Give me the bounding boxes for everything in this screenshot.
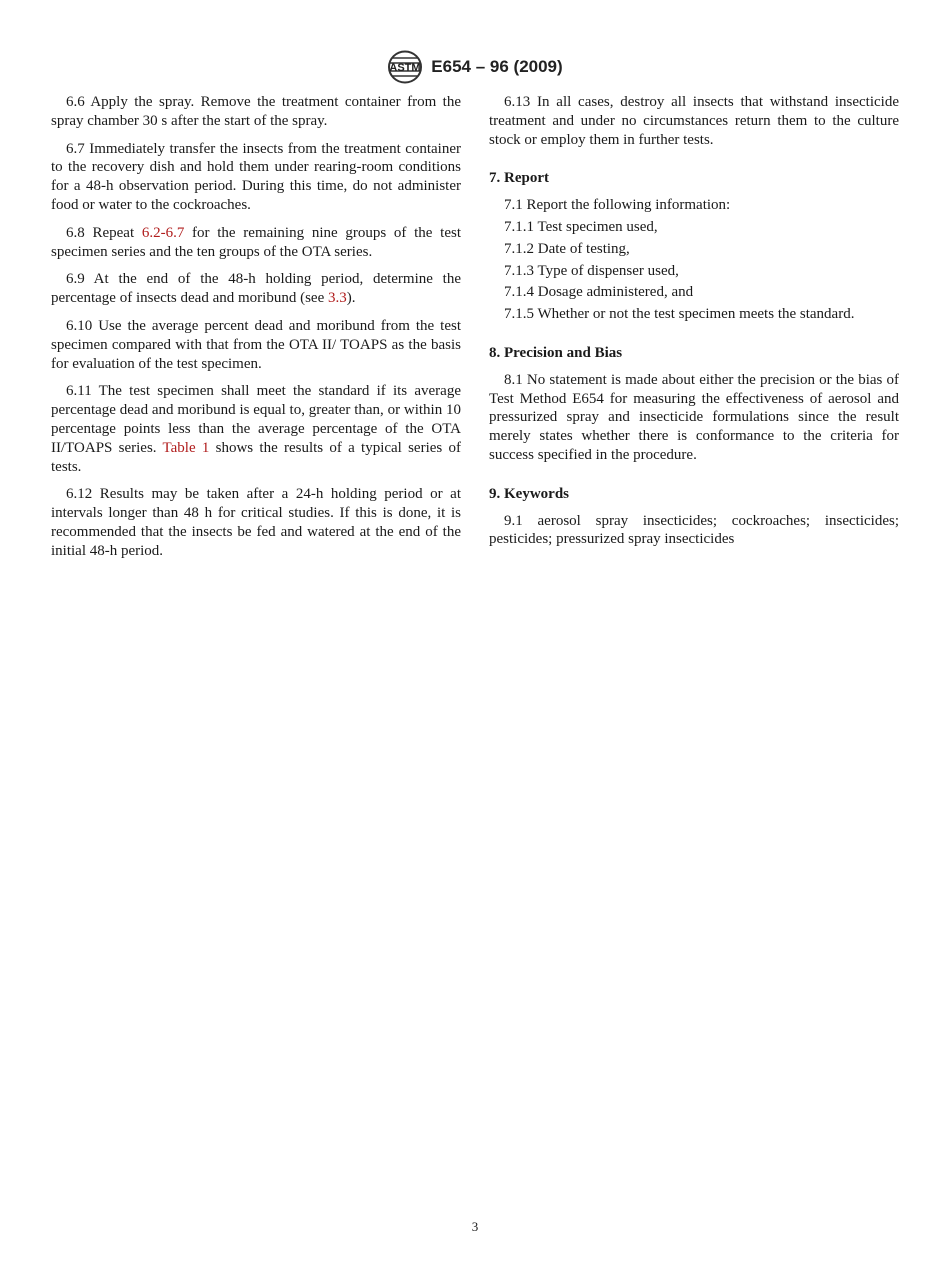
report-item: 7.1.4 Dosage administered, and — [504, 284, 694, 301]
section-heading-keywords: 9. Keywords — [489, 485, 569, 502]
report-item: 7.1.1 Test specimen used, — [504, 218, 658, 235]
paragraph-6-8 — [51, 224, 461, 262]
document-designation: E654 – 96 (2009) — [431, 57, 563, 76]
paragraph-9-1: 9.1 aerosol spray insecticides; cockroaches; insecticides; pesticides; pressurized spray insecticides — [489, 512, 899, 548]
paragraph-6-9-text-end: ). — [346, 290, 356, 307]
report-item: 7.1.2 Date of testing, — [504, 240, 630, 257]
report-item: 7.1 Report the following information: — [504, 197, 731, 214]
right-column — [489, 93, 899, 558]
paragraph-6-13: 6.13 In all cases, destroy all insects that withstand insecticide treatment and under no circumstances return them to the culture stock or employ them in further tests. — [489, 94, 899, 148]
paragraph-6-7: 6.7 Immediately transfer the insects from the treatment container to the recovery dish and hold them under rearing-room conditions for a 48-h observation period. During this time, do not administer food or water to the cockroaches. — [51, 140, 461, 213]
link-section-6-2-6-7[interactable]: 6.2-6.7 — [141, 224, 185, 241]
paragraph-6-8-text-end: for the remaining nine groups of the test specimen series and the ten groups of the OTA series. — [51, 224, 461, 260]
paragraph-6-11-text-end: shows the results of a typical series of tests. — [51, 439, 461, 475]
section-heading-precision-and-bias: 8. Precision and Bias — [489, 344, 623, 361]
paragraph-6-12: 6.12 Results may be taken after a 24-h holding period or at intervals longer than 48 h for critical studies. If this is done, it is recommended that the insects be fed and watered at the end of the initial 48-h period. — [51, 486, 461, 559]
astm-logo-icon — [387, 50, 423, 84]
page-header — [0, 50, 950, 84]
svg-text:ASTM: ASTM — [389, 62, 421, 74]
paragraph-6-11 — [51, 382, 461, 476]
section-heading-report: 7. Report — [489, 170, 549, 187]
report-item: 7.1.3 Type of dispenser used, — [504, 262, 679, 279]
paragraph-6-9-text: 6.9 At the end of the 48-h holding period, determine the percentage of insects dead and moribund (see — [51, 271, 461, 307]
paragraph-6-10: 6.10 Use the average percent dead and moribund from the test specimen compared with that from the OTA II/ TOAPS as the basis for evaluation of the test specimen. — [51, 317, 461, 372]
page-number: 3 — [471, 1219, 479, 1234]
paragraph-6-8-text: 6.8 Repeat — [66, 224, 142, 241]
report-item: 7.1.5 Whether or not the test specimen meets the standard. — [504, 306, 855, 323]
paragraph-6-11-text: 6.11 The test specimen shall meet the standard if its average percentage dead and moribund is equal to, greater than, or within 10 percentage points less than the average percentage of the OTA II/TOAPS series. — [51, 383, 461, 456]
left-column — [51, 93, 461, 570]
paragraph-8-1: 8.1 No statement is made about either the precision or the bias of Test Method E654 for measuring the effectiveness of aerosol and pressurized spray and insecticide formulations since the result merely states whether there is conformance to the criteria for success specified in the procedure. — [489, 371, 899, 463]
link-table-1[interactable]: Table 1 — [162, 439, 210, 456]
paragraph-6-6: 6.6 Apply the spray. Remove the treatment container from the spray chamber 30 s after the start of the spray. — [51, 94, 461, 129]
paragraph-6-9 — [51, 270, 461, 308]
link-section-3-3[interactable]: 3.3 — [327, 290, 347, 307]
